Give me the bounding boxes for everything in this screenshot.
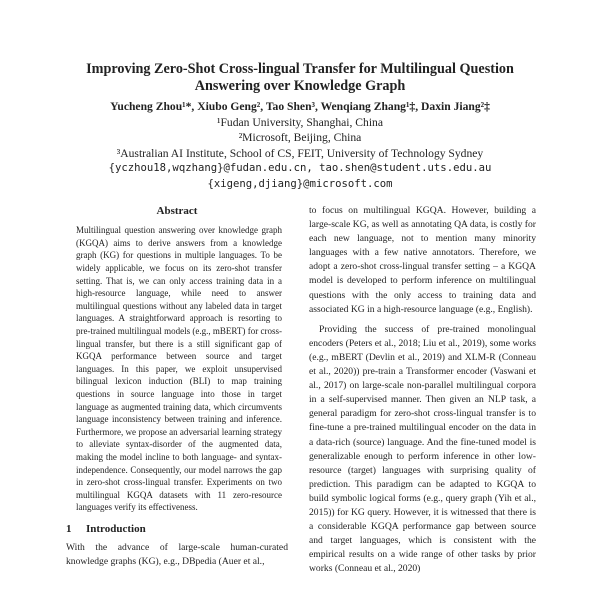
section-heading — [66, 523, 288, 536]
right-column — [309, 204, 536, 576]
section-title: Introduction — [86, 522, 146, 535]
abstract-body: Multilingual question answering over knowledge graph (KGQA) aims to derive answers from a knowledge graph (KG) for questions in multiple languages. To be widely applicable, we focus on its zero-shot transfer setting. That is, we can only access training data in a high-resource language, while need to answer multilingual questions without any labeled data in target languages. A straightforward approach is resorting to pre-trained multilingual models (e.g., mBERT) for cross-lingual transfer, but there is a still significant gap of KGQA performance between source and target languages. In this paper, we exploit unsupervised bilingual lexicon induction (BLI) to map training questions in source language into those in target language as augmented training data, which circumvents language inconsistency between training and inference. Furthermore, we propose an adversarial learning strategy to alleviate syntax-disorder of the augmented data, making the model incline to both language- and syntax-independence. Consequently, our model narrows the gap in zero-shot cross-lingual transfer. Experiments on two multilingual KGQA datasets with 11 zero-resource languages verify its effectiveness. — [76, 225, 282, 513]
email-line-2: {xigeng,djiang}@microsoft.com — [207, 177, 393, 190]
paragraph-1: to focus on multilingual KGQA. However, building a large-scale KG, as well as annotating QA data, is costly for each new language, not to mention many minority languages with a few native annotators. Therefore, we adopt a zero-shot cross-lingual transfer setting – a KGQA model is developed to perform inference on multilingual questions with the only access to training data and associated KG in a high-resource language (e.g., English). — [309, 205, 536, 315]
title-line-1: Improving Zero-Shot Cross-lingual Transfer for Multilingual Question — [86, 61, 514, 77]
paragraph-2: Providing the success of pre-trained monolingual encoders (Peters et al., 2018; Liu et al., 2019), some works (e.g., mBERT (Devlin et al., 2019) and XLM-R (Conneau et al., 2020)) pre-train a Transformer encoder (Vaswani et al., 2017) on large-scale non-parallel multilingual corpora in a self-supervised manner. Then given an NLP task, a general paradigm for zero-shot cross-lingual transfer is to fine-tune a pre-trained multilingual encoder on the data in a data-rich (source) language. And the fine-tuned model is generalizable enough to perform inference in other low-resource (target) languages with surprising quality of prediction. This paradigm can be adapted to KGQA to build symbolic logical forms (e.g., query graph (Yih et al., 2015)) for KG query. However, it is witnessed that there is a considerable KGQA performance gap between source and target languages, which is consistent with the empirical results on a wide range of other tasks by prior works (Conneau et al., 2020) — [309, 323, 536, 575]
author-names: Yucheng Zhou¹*, Xiubo Geng², Tao Shen³, Wenqiang Zhang¹‡, Daxin Jiang²‡ — [110, 100, 490, 113]
introduction-body: With the advance of large-scale human-curated knowledge graphs (KG), e.g., DBpedia (Auer et al., — [66, 542, 288, 567]
abstract-heading: Abstract — [156, 205, 198, 217]
title-line-2: Answering over Knowledge Graph — [194, 78, 406, 94]
affiliation-3: ³Australian AI Institute, School of CS, FEIT, University of Technology Sydney — [116, 146, 484, 160]
author-block — [20, 99, 580, 193]
section-number: 1 — [66, 522, 72, 535]
affiliation-2: ²Microsoft, Beijing, China — [238, 131, 362, 145]
email-line-1: {yczhou18,wqzhang}@fudan.edu.cn, tao.shen@student.uts.edu.au — [108, 162, 492, 175]
affiliation-1: ¹Fudan University, Shanghai, China — [217, 115, 383, 129]
paper-title — [40, 61, 560, 95]
left-column — [66, 205, 288, 568]
